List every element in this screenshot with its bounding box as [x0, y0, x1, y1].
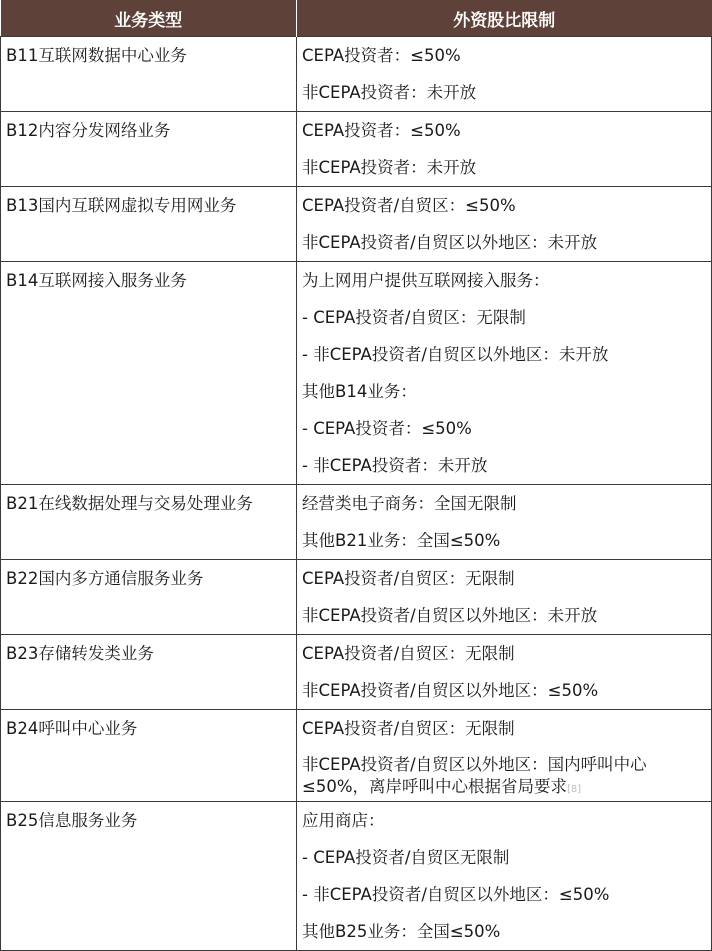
- limit-line: CEPA投资者/自贸区：≤50%: [302, 196, 516, 215]
- limit-line: 其他B25业务：全国≤50%: [302, 922, 501, 941]
- table-row: [1, 635, 712, 710]
- limit-line: 非CEPA投资者：未开放: [302, 158, 477, 177]
- reference-marker[interactable]: [8]: [567, 784, 582, 795]
- foreign-limit-cell: [297, 262, 712, 485]
- limit-line: 经营类电子商务：全国无限制: [302, 494, 517, 513]
- limit-line: - 非CEPA投资者/自贸区以外地区：未开放: [302, 345, 609, 364]
- foreign-limit-cell: [297, 112, 712, 187]
- business-type-cell: B21在线数据处理与交易处理业务: [1, 485, 297, 560]
- header-business-type: 业务类型: [1, 0, 297, 37]
- limit-line: 其他B14业务：: [302, 382, 417, 401]
- business-type-cell: B24呼叫中心业务: [1, 710, 297, 802]
- business-type-cell: B22国内多方通信服务业务: [1, 560, 297, 635]
- limit-line: - CEPA投资者：≤50%: [302, 419, 472, 438]
- table-row: [1, 560, 712, 635]
- table-row: [1, 37, 712, 112]
- business-type-cell: B14互联网接入服务业务: [1, 262, 297, 485]
- limit-line: - 非CEPA投资者：未开放: [302, 456, 488, 475]
- business-type-cell: B23存储转发类业务: [1, 635, 297, 710]
- limit-line: CEPA投资者/自贸区：无限制: [302, 569, 515, 588]
- limit-line: CEPA投资者/自贸区：无限制: [302, 644, 515, 663]
- limit-line: 非CEPA投资者/自贸区以外地区：未开放: [302, 233, 598, 252]
- limit-line: CEPA投资者/自贸区：无限制: [302, 719, 515, 738]
- limit-line: 其他B21业务：全国≤50%: [302, 531, 501, 550]
- limit-line: 非CEPA投资者/自贸区以外地区：未开放: [302, 606, 598, 625]
- limit-line: - 非CEPA投资者/自贸区以外地区：≤50%: [302, 885, 610, 904]
- limit-line: 非CEPA投资者：未开放: [302, 83, 477, 102]
- limit-line: - CEPA投资者/自贸区无限制: [302, 848, 510, 867]
- table-row: [1, 112, 712, 187]
- business-type-cell: B25信息服务业务: [1, 802, 297, 951]
- business-type-cell: B11互联网数据中心业务: [1, 37, 297, 112]
- foreign-limit-cell: [297, 635, 712, 710]
- business-type-cell: B13国内互联网虚拟专用网业务: [1, 187, 297, 262]
- table-row: [1, 485, 712, 560]
- foreign-limit-cell: [297, 802, 712, 951]
- table-header-row: [1, 0, 712, 37]
- header-foreign-limit: 外资股比限制: [297, 0, 712, 37]
- foreign-limit-cell: [297, 187, 712, 262]
- limit-line-wrapped: [302, 747, 707, 801]
- limit-line: 非CEPA投资者/自贸区以外地区：≤50%: [302, 681, 599, 700]
- business-type-cell: B12内容分发网络业务: [1, 112, 297, 187]
- limit-line: 为上网用户提供互联网接入服务：: [302, 271, 550, 290]
- table-row: [1, 262, 712, 485]
- foreign-limit-cell: [297, 560, 712, 635]
- limit-line: - CEPA投资者/自贸区：无限制: [302, 308, 526, 327]
- limit-line: CEPA投资者：≤50%: [302, 46, 461, 65]
- table-row: [1, 802, 712, 951]
- limit-line: CEPA投资者：≤50%: [302, 121, 461, 140]
- table-row: [1, 710, 712, 802]
- foreign-limit-cell: [297, 485, 712, 560]
- table-row: [1, 187, 712, 262]
- table-body: [1, 37, 712, 951]
- foreign-limit-cell: [297, 37, 712, 112]
- foreign-limit-cell: [297, 710, 712, 802]
- limit-line-text: 非CEPA投资者/自贸区以外地区：国内呼叫中心≤50%，离岸呼叫中心根据省局要求: [302, 755, 647, 796]
- limit-line: 应用商店：: [302, 811, 385, 830]
